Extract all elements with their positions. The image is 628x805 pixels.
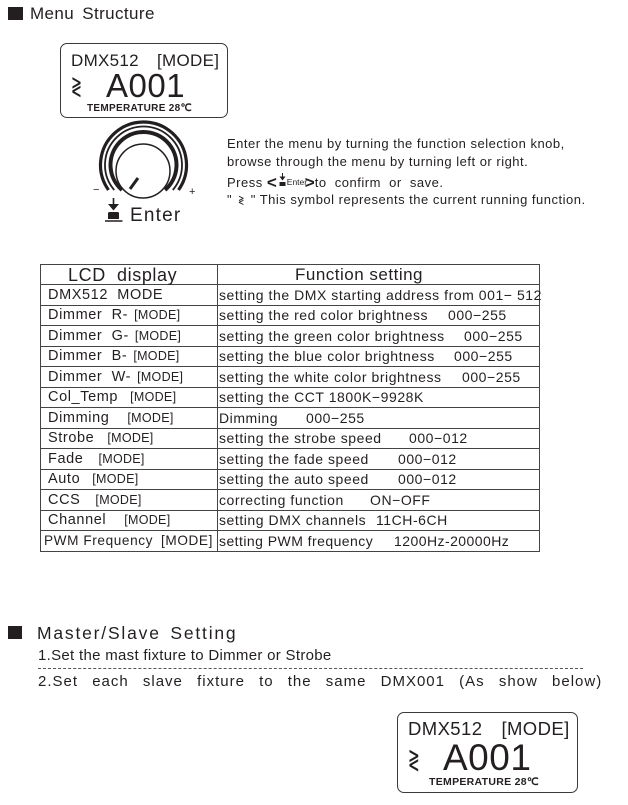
lcd-cell — [41, 326, 218, 347]
lcd-cell — [41, 367, 218, 388]
lcd-cell — [41, 449, 218, 470]
function-cell — [218, 469, 540, 490]
table-row — [41, 428, 540, 449]
mode-tag: [MODE] — [127, 410, 174, 425]
section-bullet-icon — [8, 626, 22, 639]
lcd-temperature-readout: TEMPERATURE 28℃ — [87, 103, 193, 114]
confirm-text: to confirm or save. — [314, 175, 444, 190]
lcd-cell — [41, 428, 218, 449]
function-cell — [218, 346, 540, 367]
lcd-label: CCS — [48, 491, 81, 508]
lcd-cell — [41, 285, 218, 306]
section-bullet-icon — [8, 7, 23, 20]
dashed-divider — [38, 668, 583, 669]
function-text: setting the green color brightness — [219, 327, 445, 344]
knob-minus-label: − — [93, 184, 100, 196]
rotary-knob-icon — [90, 118, 205, 202]
running-function-symbol-icon: ≷ — [408, 743, 420, 776]
function-range: 1200Hz-20000Hz — [394, 532, 510, 549]
section-title-menu-structure: Menu Structure — [30, 4, 155, 23]
function-cell — [218, 387, 540, 408]
section-title-master-slave: Master/Slave Setting — [37, 623, 238, 643]
table-row — [41, 469, 540, 490]
lcd-cell — [41, 408, 218, 429]
lcd-label: Dimmer B- — [48, 348, 128, 364]
lcd-label: Dimming — [48, 409, 110, 426]
lcd-label: Channel — [48, 512, 107, 528]
lcd-mode-line: DMX512 [MODE] — [71, 51, 220, 70]
mode-tag: [MODE] — [98, 451, 145, 466]
running-function-symbol-icon: ≷ — [238, 193, 245, 207]
lcd-address-value: A001 — [443, 737, 532, 778]
function-range: 000−012 — [398, 471, 457, 488]
inline-enter-label: Enter — [286, 177, 308, 187]
function-range: 000−012 — [398, 450, 457, 467]
table-row — [41, 305, 540, 326]
lcd-cell — [41, 387, 218, 408]
function-text: setting the red color brightness — [219, 307, 429, 324]
function-cell — [218, 428, 540, 449]
mode-tag: [MODE] — [134, 328, 182, 343]
lcd-display-illustration — [60, 43, 228, 118]
enter-press-icon — [278, 173, 287, 187]
function-text: setting the strobe speed — [219, 430, 382, 447]
function-text: setting PWM frequency — [219, 532, 374, 549]
quote-open: " — [227, 192, 233, 207]
lcd-label: Dimmer W- — [48, 368, 132, 385]
function-text: setting the CCT 1800K−9928K — [219, 389, 424, 406]
function-cell — [218, 367, 540, 388]
table-row — [41, 346, 540, 367]
lcd-label: Dimmer G- — [48, 327, 129, 344]
column-header-lcd-display: LCD display — [41, 265, 218, 285]
mode-tag: [MODE] — [133, 349, 180, 363]
function-text: setting the blue color brightness — [219, 348, 435, 365]
master-slave-step-1: 1.Set the mast fixture to Dimmer or Strobe — [38, 647, 332, 664]
lcd-label: Col_Temp — [48, 389, 119, 405]
function-text: setting the auto speed — [219, 471, 369, 488]
table-row — [41, 326, 540, 347]
lcd-cell — [41, 346, 218, 367]
function-cell — [218, 510, 540, 531]
function-range: 000−012 — [409, 430, 468, 447]
lcd-cell — [41, 305, 218, 326]
table-row — [41, 449, 540, 470]
lcd-address-value: A001 — [106, 67, 186, 104]
symbol-explanation: This symbol represents the current running function. — [255, 192, 586, 207]
function-range: 000−255 — [448, 307, 507, 324]
table-row — [41, 285, 540, 306]
instruction-line-1: Enter the menu by turning the function selection knob, — [227, 136, 565, 151]
table-row — [41, 510, 540, 531]
knob-dial — [116, 144, 170, 198]
table-row — [41, 387, 540, 408]
function-cell — [218, 490, 540, 511]
function-range: 000−255 — [462, 368, 521, 385]
lcd-label: DMX512 MODE — [48, 286, 164, 303]
menu-function-table — [40, 264, 540, 552]
function-text: setting the white color brightness — [219, 368, 442, 385]
function-cell — [218, 285, 540, 306]
lcd-cell — [41, 490, 218, 511]
function-cell — [218, 531, 540, 552]
function-range: ON−OFF — [370, 491, 431, 508]
mode-tag: [MODE] — [124, 513, 171, 527]
lcd-cell — [41, 531, 218, 552]
press-text: Press — [227, 175, 267, 190]
knob-plus-label: + — [189, 186, 196, 198]
angle-bracket-open: < — [266, 173, 277, 192]
function-text: Dimming — [219, 409, 279, 426]
table-row — [41, 531, 540, 552]
lcd-display-illustration — [397, 712, 578, 793]
table-row — [41, 490, 540, 511]
mode-tag: [MODE] — [137, 369, 184, 384]
enter-label: Enter — [130, 205, 182, 226]
function-cell — [218, 326, 540, 347]
function-cell — [218, 305, 540, 326]
lcd-cell — [41, 510, 218, 531]
master-slave-step-2: 2.Set each slave fixture to the same DMX001 (As show below) — [38, 673, 603, 690]
enter-press-icon — [104, 197, 124, 225]
knob-arc-inner — [111, 132, 177, 190]
lcd-mode-line: DMX512 [MODE] — [408, 718, 570, 739]
function-range: 11CH-6CH — [376, 512, 448, 529]
instruction-line-3 — [227, 174, 443, 191]
mode-tag: [MODE] — [161, 532, 213, 548]
function-range: 000−255 — [306, 409, 365, 426]
function-range: 000−255 — [454, 348, 513, 365]
function-text: setting DMX channels — [219, 512, 367, 529]
angle-bracket-close: > — [304, 173, 315, 192]
function-range: 000−255 — [464, 327, 523, 344]
column-header-function-setting: Function setting — [218, 265, 540, 285]
lcd-cell — [41, 469, 218, 490]
lcd-label: Strobe — [48, 430, 95, 446]
function-cell — [218, 449, 540, 470]
inline-enter-key — [277, 175, 308, 188]
lcd-label: Dimmer R- — [48, 307, 129, 323]
function-text: setting the DMX starting address from 001− 512 — [219, 286, 542, 303]
function-text: setting the fade speed — [219, 450, 369, 467]
mode-tag: [MODE] — [95, 492, 142, 507]
instruction-line-2: browse through the menu by turning left or right. — [227, 154, 529, 169]
function-text: correcting function — [219, 491, 344, 508]
mode-tag: [MODE] — [92, 472, 139, 486]
lcd-label: PWM Frequency — [44, 532, 154, 548]
lcd-temperature-readout: TEMPERATURE 28℃ — [429, 776, 540, 788]
table-row — [41, 408, 540, 429]
mode-tag: [MODE] — [130, 390, 177, 404]
table-header-row — [41, 265, 540, 285]
running-function-symbol-icon: ≷ — [71, 72, 82, 102]
mode-tag: [MODE] — [107, 431, 154, 445]
quote-close: " — [250, 192, 256, 207]
instruction-line-4 — [227, 193, 586, 206]
lcd-label: Fade — [48, 450, 84, 467]
knob-arc-middle — [105, 127, 182, 190]
mode-tag: [MODE] — [134, 308, 181, 322]
table-row — [41, 367, 540, 388]
lcd-label: Auto — [48, 471, 81, 487]
knob-pointer — [130, 178, 138, 189]
function-cell — [218, 408, 540, 429]
